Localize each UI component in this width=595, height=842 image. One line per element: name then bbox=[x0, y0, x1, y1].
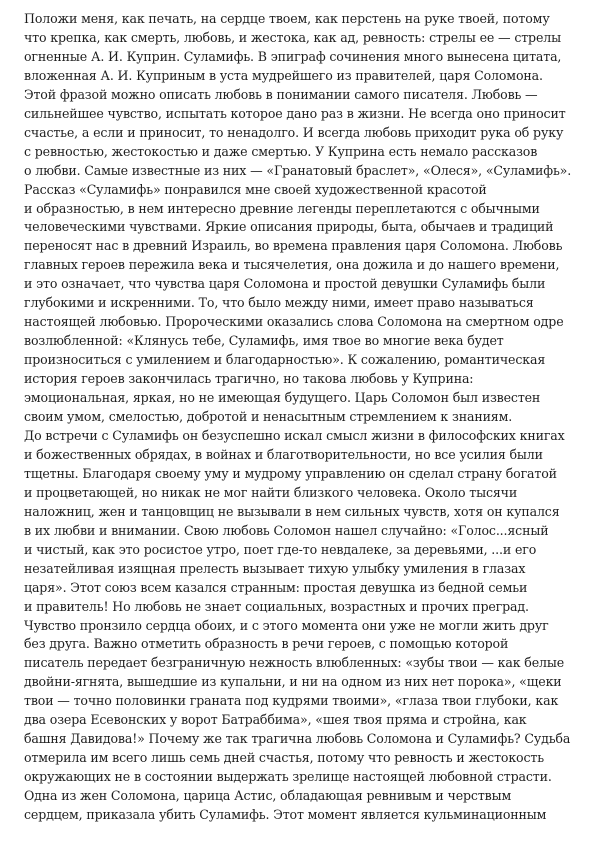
text-line: произноситься с умилением и благодарностью». К сожалению, романтическая bbox=[24, 352, 546, 368]
text-line: история героев закончилась трагично, но такова любовь у Куприна: bbox=[24, 371, 474, 387]
text-line: главных героев пережила века и тысячелетия, она дожила и до нашего времени, bbox=[24, 257, 560, 273]
text-line: отмерила им всего лишь семь дней счастья, потому что ревность и жестокость bbox=[24, 750, 544, 766]
text-line: наложниц, жен и танцовщиц не вызывали в нем сильных чувств, хотя он купался bbox=[24, 503, 560, 519]
text-line: и процветающей, но никак не мог найти близкого человека. Около тысячи bbox=[24, 484, 518, 500]
text-line: и образностью, в нем интересно древние легенды переплетаются с обычными bbox=[24, 200, 540, 216]
text-line: царя». Этот союз всем казался странным: простая девушка из бедной семьи bbox=[24, 579, 528, 595]
essay-text bbox=[24, 10, 572, 825]
text-line: переносят нас в древний Израиль, во времена правления царя Соломона. Любовь bbox=[24, 238, 563, 254]
text-line: тщетны. Благодаря своему уму и мудрому управлению он сделал страну богатой bbox=[24, 465, 557, 481]
text-line: Рассказ «Суламифь» понравился мне своей художественной красотой bbox=[24, 181, 487, 197]
text-line: что крепка, как смерть, любовь, и жестока, как ад, ревность: стрелы ее — стрелы bbox=[24, 29, 561, 45]
text-line: двойни-ягнята, вышедшие из купальни, и ни на одном из них нет порока», «щеки bbox=[24, 674, 562, 690]
text-line: в их любви и внимании. Свою любовь Соломон нашел случайно: «Голос...ясный bbox=[24, 522, 549, 538]
text-line: Этой фразой можно описать любовь в понимании самого писателя. Любовь — bbox=[24, 86, 538, 102]
text-line: твои — точно половинки граната под кудрями твоими», «глаза твои глубоки, как bbox=[24, 693, 559, 709]
text-line: глубокими и искренними. То, что было между ними, имеет право называться bbox=[24, 295, 534, 311]
text-line: два озера Есевонских у ворот Батраббима», «шея твоя пряма и стройна, как bbox=[24, 712, 527, 728]
text-line: счастье, а если и приносит, то ненадолго. И всегда любовь приходит рука об руку bbox=[24, 124, 564, 140]
text-line: и чистый, как это росистое утро, поет где-то невдалеке, за деревьями, ...и его bbox=[24, 541, 537, 557]
text-line: писатель передает безграничную нежность влюбленных: «зубы твои — как белые bbox=[24, 655, 565, 671]
text-line: эмоциональная, яркая, но не имеющая будущего. Царь Соломон был известен bbox=[24, 390, 541, 406]
text-line: сердцем, приказала убить Суламифь. Этот момент является кульминационным bbox=[24, 807, 547, 823]
text-line: сильнейшее чувство, испытать которое дано раз в жизни. Не всегда оно приносит bbox=[24, 105, 566, 121]
text-line: вложенная А. И. Куприным в уста мудрейшего из правителей, царя Соломона. bbox=[24, 67, 543, 83]
text-line: Одна из жен Соломона, царица Астис, обладающая ревнивым и черствым bbox=[24, 788, 512, 804]
text-line: Положи меня, как печать, на сердце твоем, как перстень на руке твоей, потому bbox=[24, 11, 550, 26]
text-line: незатейливая изящная прелесть вызывает тихую улыбку умиления в глазах bbox=[24, 560, 526, 576]
text-line: До встречи с Суламифь он безуспешно искал смысл жизни в философских книгах bbox=[24, 427, 565, 443]
text-line: и божественных обрядах, в войнах и благотворительности, но все усилия были bbox=[24, 446, 543, 462]
text-line: и правитель! Но любовь не знает социальных, возрастных и прочих преград. bbox=[24, 598, 529, 614]
text-line: возлюбленной: «Клянусь тебе, Суламифь, имя твое во многие века будет bbox=[24, 333, 504, 349]
text-line: с ревностью, жестокостью и даже смертью. У Куприна есть немало рассказов bbox=[24, 143, 538, 159]
text-line: огненные А. И. Куприн. Суламифь. В эпиграф сочинения много вынесена цитата, bbox=[24, 48, 562, 64]
text-line: своим умом, смелостью, добротой и ненасытным стремлением к знаниям. bbox=[24, 409, 513, 425]
text-line: башня Давидова!» Почему же так трагична любовь Соломона и Суламифь? Судьба bbox=[24, 731, 571, 747]
text-line: Чувство пронзило сердца обоих, и с этого момента они уже не могли жить друг bbox=[24, 617, 549, 633]
text-line: о любви. Самые известные из них — «Гранатовый браслет», «Олеся», «Суламифь». bbox=[24, 162, 572, 178]
text-line: человеческими чувствами. Яркие описания природы, быта, обычаев и традиций bbox=[24, 219, 554, 235]
text-line: настоящей любовью. Пророческими оказались слова Соломона на смертном одре bbox=[24, 314, 564, 330]
text-line: без друга. Важно отметить образность в речи героев, с помощью которой bbox=[24, 636, 509, 652]
text-line: и это означает, что чувства царя Соломона и простой девушки Суламифь были bbox=[24, 276, 546, 292]
text-line: окружающих не в состоянии выдержать зрелище настоящей любовной страсти. bbox=[24, 769, 552, 785]
